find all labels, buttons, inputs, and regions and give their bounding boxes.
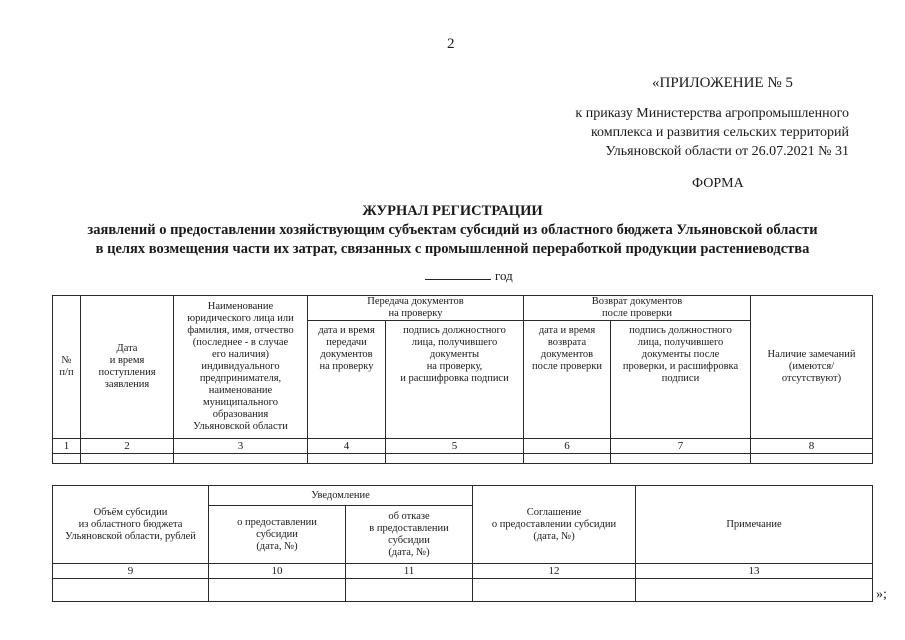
cell-line: передачи <box>326 337 367 348</box>
column-number: 7 <box>611 439 751 454</box>
header-remarks <box>751 296 873 439</box>
column-number: 5 <box>386 439 524 454</box>
header-row-number <box>53 296 81 439</box>
column-number: 4 <box>308 439 386 454</box>
header-receipt-date <box>81 296 174 439</box>
appendix-heading: «ПРИЛОЖЕНИЕ № 5 <box>652 75 793 91</box>
cell-line: Наименование <box>207 301 274 312</box>
cell-line: подпись должностного <box>403 325 506 336</box>
entry-cell[interactable] <box>636 579 873 602</box>
order-line: Ульяновской области от 26.07.2021 № 31 <box>605 144 849 159</box>
header-notice-refusal <box>346 506 473 564</box>
column-number: 12 <box>473 564 636 579</box>
form-label: ФОРМА <box>692 176 744 191</box>
cell-line: и время <box>109 355 145 366</box>
cell-line: Соглашение <box>526 506 582 518</box>
cell-line: поступления <box>98 367 156 378</box>
cell-line: (дата, №) <box>256 540 298 552</box>
entry-cell[interactable] <box>308 454 386 464</box>
year-field <box>425 268 513 284</box>
cell-line: и расшифровка подписи <box>400 373 509 384</box>
entry-cell[interactable] <box>209 579 346 602</box>
column-number: 8 <box>751 439 873 454</box>
cell-line: лица, получившего <box>411 337 498 348</box>
entry-cell[interactable] <box>524 454 611 464</box>
cell-line: субсидии <box>256 528 298 540</box>
entry-cell[interactable] <box>53 454 81 464</box>
cell-line: образования <box>212 409 269 420</box>
title-line: ЖУРНАЛ РЕГИСТРАЦИИ <box>362 203 543 219</box>
subsidy-table <box>52 485 873 602</box>
year-blank <box>425 269 491 280</box>
header-notice-grant <box>209 506 346 564</box>
column-number: 9 <box>53 564 209 579</box>
order-line: комплекса и развития сельских территорий <box>590 125 849 140</box>
entry-cell[interactable] <box>174 454 308 464</box>
entry-cell[interactable] <box>81 454 174 464</box>
order-reference <box>529 104 849 161</box>
registration-table <box>52 295 873 464</box>
column-number: 2 <box>81 439 174 454</box>
cell-line: документов <box>320 349 373 360</box>
title-line: заявлений о предоставлении хозяйствующим субъектам субсидий из областного бюджета Ульяновской области <box>87 222 818 238</box>
cell-line: Объём субсидии <box>93 506 168 518</box>
empty-entry-row[interactable] <box>53 579 873 602</box>
cell-line: об отказе <box>388 510 430 522</box>
cell-line: на проверку, <box>426 361 483 372</box>
header-transfer-date <box>308 321 386 439</box>
year-label: год <box>495 268 513 283</box>
order-line: к приказу Министерства агропромышленного <box>575 106 849 121</box>
cell-line: (последнее - в случае <box>192 337 289 348</box>
cell-line: наименование <box>208 385 273 396</box>
cell-line: дата и время <box>318 325 375 336</box>
header-notice-group: Уведомление <box>209 486 473 506</box>
cell-line: Наличие замечаний <box>767 349 856 360</box>
entry-cell[interactable] <box>346 579 473 602</box>
cell-line: муниципального <box>203 397 278 408</box>
cell-line: № <box>61 355 72 366</box>
cell-line: Дата <box>116 343 138 354</box>
cell-line: его наличия) <box>211 349 270 360</box>
header-subsidy-volume <box>53 486 209 564</box>
column-number: 6 <box>524 439 611 454</box>
cell-line: подписи <box>661 373 700 384</box>
column-number: 3 <box>174 439 308 454</box>
cell-line: субсидии <box>388 534 430 546</box>
header-return-group <box>524 296 751 321</box>
cell-line: возврата <box>547 337 587 348</box>
cell-line: юридического лица или <box>187 313 294 324</box>
cell-line: Возврат документов <box>591 296 683 307</box>
cell-line: отсутствуют) <box>781 373 842 384</box>
cell-line: Передача документов <box>367 296 464 307</box>
header-transfer-group <box>308 296 524 321</box>
cell-line: (дата, №) <box>388 546 430 558</box>
document-title <box>0 202 905 259</box>
cell-line: заявления <box>104 379 150 390</box>
page-number: 2 <box>447 36 455 52</box>
column-number-row <box>53 564 873 579</box>
cell-line: на проверку <box>319 361 374 372</box>
cell-line: о предоставлении субсидии <box>491 518 617 530</box>
cell-line: о предоставлении <box>237 516 317 528</box>
cell-line: фамилия, имя, отчество <box>187 325 294 336</box>
column-number: 11 <box>346 564 473 579</box>
entry-cell[interactable] <box>611 454 751 464</box>
column-number: 10 <box>209 564 346 579</box>
cell-line: в предоставлении <box>369 522 449 534</box>
title-line: в целях возмещения части их затрат, связанных с промышленной переработкой продукции растениеводства <box>95 241 810 257</box>
cell-line: Ульяновской области <box>193 421 288 432</box>
cell-line: на проверку <box>388 308 443 319</box>
cell-line: из областного бюджета <box>78 518 183 530</box>
entry-cell[interactable] <box>53 579 209 602</box>
cell-line: подпись должностного <box>629 325 732 336</box>
entry-cell[interactable] <box>473 579 636 602</box>
cell-line: документы <box>429 349 480 360</box>
column-number: 1 <box>53 439 81 454</box>
cell-line: лица, получившего <box>637 337 724 348</box>
entry-cell[interactable] <box>751 454 873 464</box>
cell-line: документы после <box>641 349 720 360</box>
header-applicant-name <box>174 296 308 439</box>
header-transfer-signature <box>386 321 524 439</box>
column-number-row <box>53 439 873 454</box>
cell-line: индивидуального <box>201 361 280 372</box>
empty-entry-row[interactable] <box>53 454 873 464</box>
cell-line: после проверки <box>532 361 602 372</box>
cell-line: (имеются/ <box>788 361 835 372</box>
cell-line: п/п <box>59 367 74 378</box>
cell-line: проверки, и расшифровка <box>622 361 739 372</box>
header-return-date <box>524 321 611 439</box>
header-note: Примечание <box>636 486 873 564</box>
cell-line: (дата, №) <box>533 530 575 542</box>
cell-line: предпринимателя, <box>199 373 282 384</box>
cell-line: дата и время <box>538 325 596 336</box>
cell-line: Ульяновской области, рублей <box>65 530 196 542</box>
cell-line: после проверки <box>602 308 672 319</box>
closing-quote: »; <box>876 587 887 602</box>
entry-cell[interactable] <box>386 454 524 464</box>
column-number: 13 <box>636 564 873 579</box>
header-agreement <box>473 486 636 564</box>
cell-line: документов <box>540 349 594 360</box>
header-return-signature <box>611 321 751 439</box>
